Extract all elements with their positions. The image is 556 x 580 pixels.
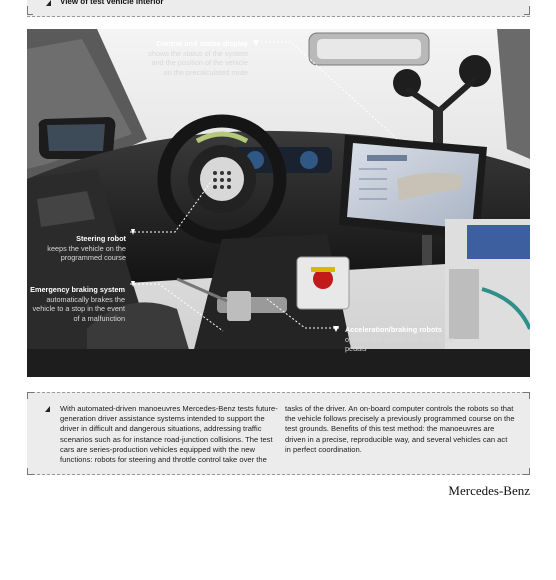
triangle-bullet-icon — [45, 406, 50, 412]
callout-acceleration-braking-robots — [345, 325, 465, 354]
callout-heading: Control and status display — [156, 39, 248, 48]
description-column-left: With automated-driven manoeuvres Mercedes-Benz tests future-generation driver assistance systems intended to support the driver in difficult and dangerous situations, addressing traffic scenarios such as for instance road-junction collisions. The test cars are series-production vehicles equipped with the new functions: robots for steering and throttle control take over the — [60, 404, 278, 465]
caption-header-box — [27, 0, 530, 17]
corner-mark — [523, 468, 530, 475]
vehicle-interior-photo — [27, 29, 530, 377]
triangle-bullet-icon — [46, 0, 51, 6]
callout-emergency-braking — [30, 285, 125, 323]
corner-mark — [524, 6, 530, 15]
callout-text: operate the accelerator and brake pedals — [345, 334, 455, 353]
callout-heading: Acceleration/braking robots — [345, 325, 442, 334]
description-box — [27, 392, 530, 475]
brand-logo-text: Mercedes-Benz — [448, 483, 530, 498]
callout-steering-robot — [30, 234, 126, 263]
callout-text: shows the status of the system and the position of the vehicle on the precalculated route — [148, 48, 248, 77]
corner-mark — [27, 392, 34, 399]
corner-mark — [27, 468, 34, 475]
callout-text: automatically brakes the vehicle to a stop in the event of a malfunction — [32, 294, 125, 323]
callout-control-status-display — [145, 39, 248, 77]
corner-mark — [523, 392, 530, 399]
callout-heading: Steering robot — [76, 234, 126, 243]
callout-text: keeps the vehicle on the programmed course — [47, 243, 126, 262]
corner-mark — [27, 6, 33, 15]
figure-title: View of test vehicle interior — [60, 0, 164, 6]
description-column-right: tasks of the driver. An on-board computer controls the robots so that the vehicle follows precisely a previously programmed course on the test grounds. Benefits of this test method: the manoeuvres are driven in a precise, reproducible way, and several vehicles can act in perfect coordination. — [285, 404, 515, 454]
callout-heading: Emergency braking system — [30, 285, 125, 294]
